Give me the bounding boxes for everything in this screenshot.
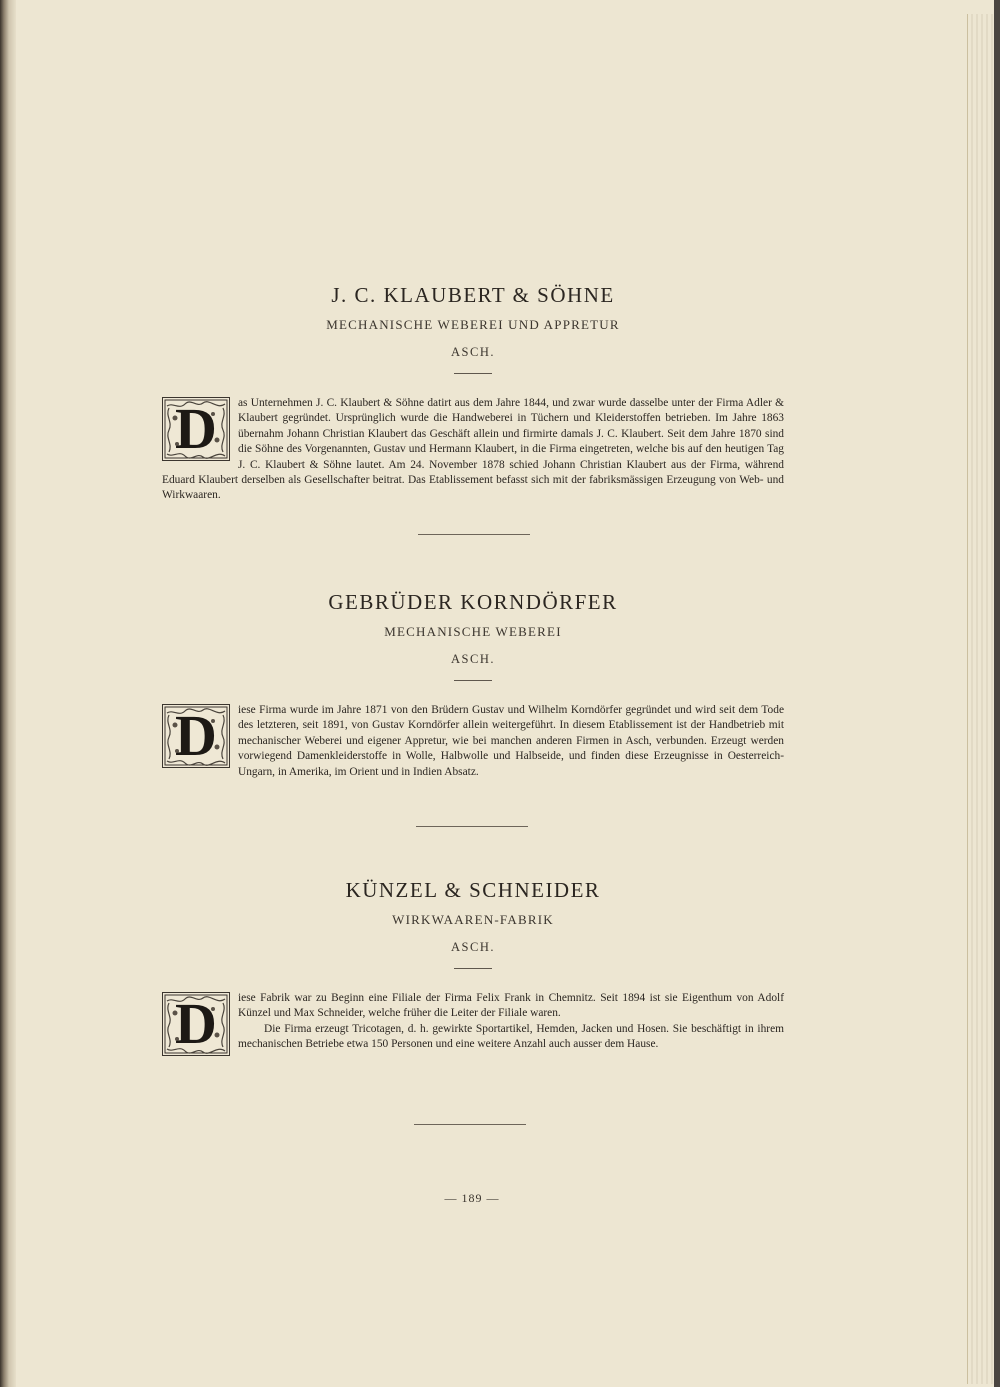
short-divider bbox=[454, 680, 492, 681]
paragraph: as Unternehmen J. C. Klaubert & Söhne datirt aus dem Jahre 1844, und zwar wurde dasselbe unter der Firma Adler & Klaubert gegründet. Ursprünglich wurde die Handweberei in Tüchern und Kleiderstoffen betrieben. Im Jahre 1863 übernahm Johann Christian Klaubert das Geschäft allein und firmirte damals J. C. Klaubert. Seit dem Jahre 1870 sind die Söhne des Vorgenannten, Gustav und Hermann Klaubert, in die Firma eingetreten, welche bis auf den heutigen Tag J. C. Klaubert & Söhne lautet. Am 24. November 1878 schied Johann Christian Klaubert aus der Firma, während Eduard Klaubert derselben als Gesellschafter beitrat. Das Etablissement befasst sich mit der fabriksmässigen Erzeugung von Web- und Wirkwaaren. bbox=[162, 397, 784, 502]
company-city: ASCH. bbox=[451, 652, 495, 666]
page-number: — 189 — bbox=[444, 1191, 500, 1205]
section-divider bbox=[418, 534, 530, 535]
company-title: J. C. KLAUBERT & SÖHNE bbox=[331, 283, 615, 307]
ornamental-initial bbox=[162, 397, 230, 461]
short-divider bbox=[454, 373, 492, 374]
company-title: GEBRÜDER KORNDÖRFER bbox=[328, 590, 618, 614]
page-stack-shadow bbox=[994, 0, 1000, 1387]
section-divider bbox=[416, 826, 528, 827]
short-divider bbox=[454, 968, 492, 969]
ornamental-initial bbox=[162, 704, 230, 768]
drop-cap-letter: D bbox=[175, 991, 217, 1056]
drop-cap-letter: D bbox=[175, 703, 217, 768]
entry-body bbox=[162, 703, 784, 780]
drop-cap-letter: D bbox=[175, 396, 217, 461]
company-subtitle: MECHANISCHE WEBEREI bbox=[384, 624, 562, 639]
company-city: ASCH. bbox=[451, 940, 495, 954]
company-subtitle: MECHANISCHE WEBEREI UND APPRETUR bbox=[326, 317, 620, 332]
entry-body bbox=[162, 991, 784, 1056]
company-subtitle: WIRKWAAREN-FABRIK bbox=[392, 912, 554, 927]
company-entry-korndoerfer bbox=[162, 589, 784, 780]
binding-gutter bbox=[0, 0, 16, 1387]
paragraph: iese Firma wurde im Jahre 1871 von den Brüdern Gustav und Wilhelm Korndörfer gegründet und wird seit dem Tode des letzteren, seit 1891, von Gustav Korndörfer allein weitergeführt. In diesem Etablissement ist der Handbetrieb mit mechanischer Weberei und eigener Appretur, wie bei manchen anderen Firmen in Asch, verbunden. Erzeugt werden vorwiegend Damenkleiderstoffe in Wolle, Halbwolle und Halbseide, und finden diese Erzeugnisse in Oesterreich-Ungarn, in Amerika, im Orient und in Indien Absatz. bbox=[238, 704, 784, 778]
paragraph: iese Fabrik war zu Beginn eine Filiale der Firma Felix Frank in Chemnitz. Seit 1894 ist sie Eigenthum von Adolf Künzel und Max Schneider, welche früher die Leiter der Filiale waren. bbox=[238, 992, 784, 1020]
company-city: ASCH. bbox=[451, 345, 495, 359]
company-entry-kuenzel-schneider bbox=[162, 877, 784, 1058]
ornamental-initial bbox=[162, 992, 230, 1056]
company-entry-klaubert bbox=[162, 282, 784, 504]
company-title: KÜNZEL & SCHNEIDER bbox=[345, 878, 601, 902]
paragraph: Die Firma erzeugt Tricotagen, d. h. gewirkte Sportartikel, Hemden, Jacken und Hosen. Sie beschäftigt in ihrem mechanischen Betriebe etwa 150 Personen und eine weitere Anzahl auch ausser dem Hause. bbox=[238, 1022, 784, 1051]
section-divider bbox=[414, 1124, 526, 1125]
entry-body bbox=[162, 396, 784, 504]
